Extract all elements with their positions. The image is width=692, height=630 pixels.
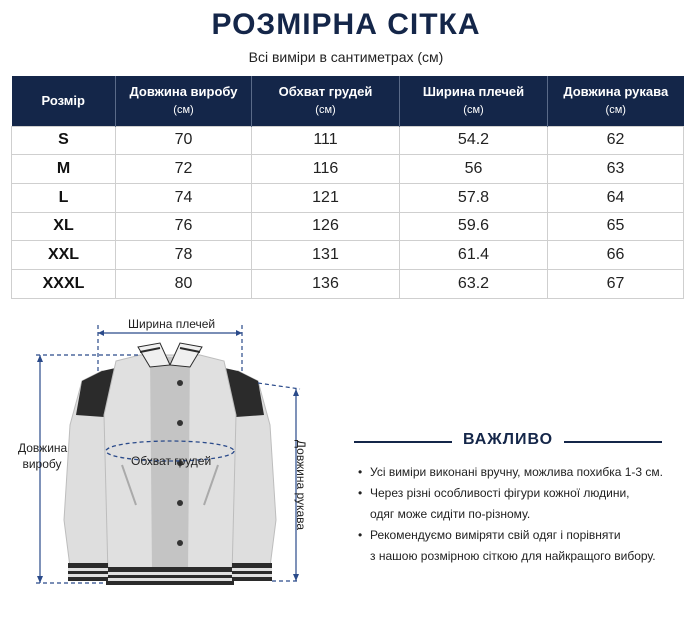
column-header: [548, 76, 684, 126]
note-line: [358, 462, 678, 483]
value-cell: 61.4: [400, 241, 548, 270]
sleeve-label: Довжина рукава: [294, 439, 308, 531]
important-heading: [354, 431, 662, 451]
value-cell: 64: [548, 183, 684, 212]
table-row: [12, 269, 684, 298]
chest-label: Обхват грудей: [131, 454, 212, 468]
size-cell: XL: [12, 212, 116, 241]
table-row: [12, 155, 684, 184]
column-header: [116, 76, 252, 126]
important-title: ВАЖЛИВО: [462, 431, 554, 448]
value-cell: 78: [116, 241, 252, 270]
page-title: РОЗМІРНА СІТКА: [211, 8, 481, 41]
length-label-line2: виробу: [22, 457, 62, 471]
note-text: Рекомендуємо виміряти свій одяг і порівняти: [370, 528, 621, 542]
value-cell: 131: [252, 241, 400, 270]
size-cell: XXL: [12, 241, 116, 270]
value-cell: 59.6: [400, 212, 548, 241]
note-line: [358, 546, 678, 567]
value-cell: 121: [252, 183, 400, 212]
column-header-label: Довжина виробу: [129, 83, 238, 99]
column-header: [400, 76, 548, 126]
value-cell: 116: [252, 155, 400, 184]
table-row: [12, 212, 684, 241]
length-label: [18, 440, 66, 472]
value-cell: 72: [116, 155, 252, 184]
table-body: [12, 126, 684, 298]
value-cell: 63: [548, 155, 684, 184]
size-cell: XXXL: [12, 269, 116, 298]
note-text: одяг може сидіти по-різному.: [370, 507, 531, 521]
value-cell: 66: [548, 241, 684, 270]
table-row: [12, 183, 684, 212]
value-cell: 111: [252, 126, 400, 155]
column-header-unit: (см): [605, 103, 626, 116]
bullet-icon: •: [358, 486, 363, 500]
value-cell: 80: [116, 269, 252, 298]
column-header: [12, 76, 116, 126]
length-label-line1: Довжина: [18, 441, 68, 455]
size-table: [11, 76, 684, 299]
column-header-unit: (см): [315, 103, 336, 116]
value-cell: 56: [400, 155, 548, 184]
size-cell: M: [12, 155, 116, 184]
column-header-label: Довжина рукава: [563, 83, 669, 99]
bullet-icon: •: [358, 465, 363, 479]
table-header-row: [12, 76, 684, 126]
size-cell: L: [12, 183, 116, 212]
value-cell: 65: [548, 212, 684, 241]
value-cell: 54.2: [400, 126, 548, 155]
value-cell: 136: [252, 269, 400, 298]
value-cell: 76: [116, 212, 252, 241]
value-cell: 74: [116, 183, 252, 212]
value-cell: 126: [252, 212, 400, 241]
jacket-diagram: [0, 305, 340, 630]
value-cell: 67: [548, 269, 684, 298]
value-cell: 62: [548, 126, 684, 155]
note-text: з нашою розмірною сіткою для найкращого вибору.: [370, 549, 656, 563]
page-subtitle: Всі виміри в сантиметрах (см): [248, 49, 444, 65]
column-header-label: Розмір: [41, 92, 85, 108]
note-line: [358, 525, 678, 546]
table-row: [12, 241, 684, 270]
shoulder-label: Ширина плечей: [128, 317, 216, 331]
note-line: [358, 504, 678, 525]
value-cell: 63.2: [400, 269, 548, 298]
column-header: [252, 76, 400, 126]
value-cell: 57.8: [400, 183, 548, 212]
column-header-unit: (см): [173, 103, 194, 116]
note-text: Усі виміри виконані вручну, можлива похибка 1-3 см.: [370, 465, 664, 479]
column-header-label: Обхват грудей: [278, 83, 373, 99]
size-cell: S: [12, 126, 116, 155]
important-notes: [358, 462, 678, 567]
note-line: [358, 483, 678, 504]
column-header-label: Ширина плечей: [422, 83, 525, 99]
column-header-unit: (см): [463, 103, 484, 116]
bullet-icon: •: [358, 528, 363, 542]
table-row: [12, 126, 684, 155]
value-cell: 70: [116, 126, 252, 155]
note-text: Через різні особливості фігури кожної людини,: [370, 486, 630, 500]
